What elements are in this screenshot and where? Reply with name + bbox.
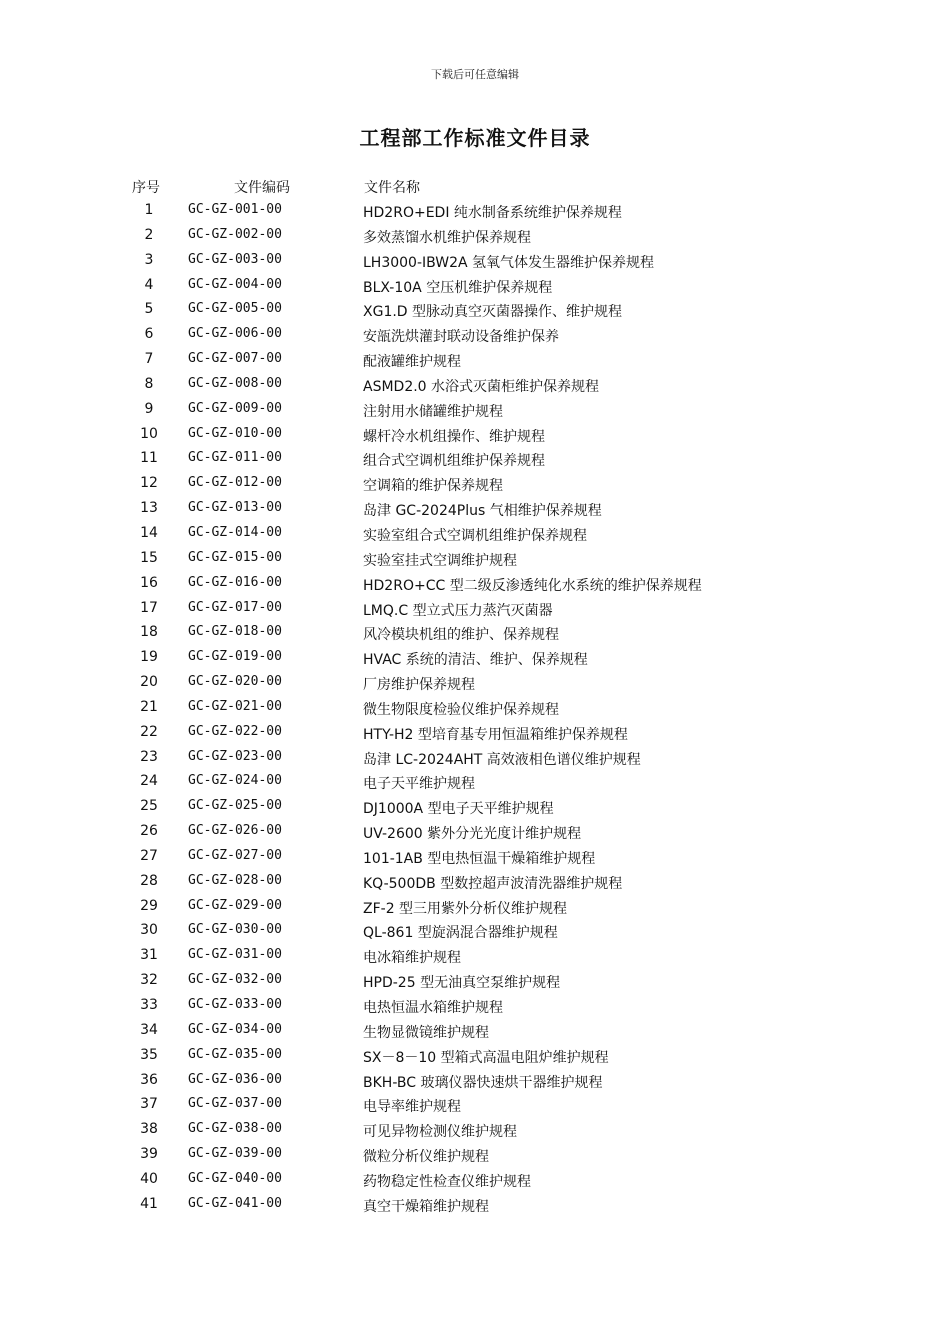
row-seq: 31 <box>140 947 158 964</box>
row-seq: 5 <box>144 301 154 318</box>
row-name: LH3000-IBW2A 氢氧气体发生器维护保养规程 <box>363 254 655 271</box>
row-name: 药物稳定性检查仪维护规程 <box>363 1173 531 1190</box>
row-name: UV-2600 紫外分光光度计维护规程 <box>363 826 582 843</box>
row-name: DJ1000A 型电子天平维护规程 <box>363 801 554 818</box>
row-seq: 32 <box>140 972 158 989</box>
table-row <box>0 720 950 745</box>
row-seq: 20 <box>140 674 158 691</box>
row-name: 电导率维护规程 <box>363 1099 461 1116</box>
row-seq: 26 <box>140 823 158 840</box>
table-row <box>0 1018 950 1043</box>
row-seq: 17 <box>140 599 158 616</box>
table-row <box>0 869 950 894</box>
row-code: GC-GZ-039-00 <box>188 1146 282 1162</box>
row-seq: 25 <box>140 798 158 815</box>
row-name: 真空干燥箱维护规程 <box>363 1198 489 1215</box>
row-code: GC-GZ-030-00 <box>188 922 282 938</box>
table-row <box>0 422 950 447</box>
row-name: 电冰箱维护规程 <box>363 950 461 967</box>
row-code: GC-GZ-035-00 <box>188 1046 282 1062</box>
row-name: BLX-10A 空压机维护保养规程 <box>363 279 553 296</box>
row-name: ASMD2.0 水浴式灭菌柜维护保养规程 <box>363 378 600 395</box>
row-code: GC-GZ-006-00 <box>188 326 282 342</box>
column-header-code: 文件编码 <box>234 180 290 196</box>
row-code: GC-GZ-010-00 <box>188 425 282 441</box>
row-code: GC-GZ-027-00 <box>188 847 282 863</box>
row-seq: 11 <box>140 450 158 467</box>
row-code: GC-GZ-014-00 <box>188 524 282 540</box>
row-seq: 41 <box>140 1195 158 1212</box>
row-seq: 24 <box>140 773 158 790</box>
row-name: 螺杆冷水机组操作、维护规程 <box>363 428 545 445</box>
row-code: GC-GZ-029-00 <box>188 897 282 913</box>
row-name: HPD-25 型无油真空泵维护规程 <box>363 975 561 992</box>
table-row <box>0 918 950 943</box>
row-name: 空调箱的维护保养规程 <box>363 478 503 495</box>
row-name: ZF-2 型三用紫外分析仪维护规程 <box>363 900 568 917</box>
row-seq: 14 <box>140 524 158 541</box>
column-header-seq: 序号 <box>132 180 160 196</box>
row-seq: 18 <box>140 624 158 641</box>
row-code: GC-GZ-008-00 <box>188 375 282 391</box>
row-name: SX－8－10 型箱式高温电阻炉维护规程 <box>363 1049 609 1066</box>
table-row <box>0 844 950 869</box>
row-code: GC-GZ-041-00 <box>188 1195 282 1211</box>
row-seq: 22 <box>140 723 158 740</box>
row-seq: 34 <box>140 1021 158 1038</box>
row-name: 微生物限度检验仪维护保养规程 <box>363 701 559 718</box>
table-row <box>0 1043 950 1068</box>
table-row <box>0 198 950 223</box>
row-name: 生物显微镜维护规程 <box>363 1024 489 1041</box>
row-code: GC-GZ-003-00 <box>188 251 282 267</box>
table-row <box>0 372 950 397</box>
table-row <box>0 546 950 571</box>
table-row <box>0 968 950 993</box>
row-name: LMQ.C 型立式压力蒸汽灭菌器 <box>363 602 553 619</box>
row-seq: 12 <box>140 475 158 492</box>
row-code: GC-GZ-034-00 <box>188 1021 282 1037</box>
row-name: 电热恒温水箱维护规程 <box>363 1000 503 1016</box>
row-seq: 4 <box>144 276 154 293</box>
row-name: HTY-H2 型培育基专用恒温箱维护保养规程 <box>363 726 628 743</box>
table-row <box>0 471 950 496</box>
row-seq: 16 <box>140 574 158 591</box>
row-code: GC-GZ-019-00 <box>188 649 282 665</box>
table-row <box>0 1142 950 1167</box>
row-name: 101-1AB 型电热恒温干燥箱维护规程 <box>363 850 596 867</box>
row-seq: 30 <box>140 922 158 939</box>
row-name: 多效蒸馏水机维护保养规程 <box>363 229 531 246</box>
row-code: GC-GZ-015-00 <box>188 549 282 565</box>
row-seq: 13 <box>140 500 158 517</box>
row-name: 安瓿洗烘灌封联动设备维护保养 <box>363 329 559 346</box>
row-seq: 38 <box>140 1121 158 1138</box>
table-row <box>0 596 950 621</box>
row-name: QL-861 型旋涡混合器维护规程 <box>363 925 558 942</box>
row-code: GC-GZ-020-00 <box>188 674 282 690</box>
row-code: GC-GZ-007-00 <box>188 351 282 367</box>
table-row <box>0 446 950 471</box>
row-seq: 10 <box>140 425 158 442</box>
row-code: GC-GZ-001-00 <box>188 202 282 217</box>
row-name: HD2RO+EDI 纯水制备系统维护保养规程 <box>363 205 622 221</box>
table-row <box>0 819 950 844</box>
row-name: HVAC 系统的清洁、维护、保养规程 <box>363 652 588 669</box>
table-row <box>0 1192 950 1217</box>
row-code: GC-GZ-022-00 <box>188 723 282 739</box>
row-code: GC-GZ-026-00 <box>188 823 282 839</box>
row-code: GC-GZ-018-00 <box>188 624 282 640</box>
row-name: 注射用水储罐维护规程 <box>363 403 503 420</box>
row-seq: 36 <box>140 1071 158 1088</box>
table-row <box>0 571 950 596</box>
row-code: GC-GZ-005-00 <box>188 301 282 317</box>
row-code: GC-GZ-013-00 <box>188 500 282 516</box>
row-code: GC-GZ-011-00 <box>188 450 282 466</box>
row-name: 岛津 LC-2024AHT 高效液相色谱仪维护规程 <box>363 751 641 768</box>
row-code: GC-GZ-024-00 <box>188 773 282 789</box>
table-row <box>0 347 950 372</box>
row-code: GC-GZ-038-00 <box>188 1121 282 1137</box>
column-header-name: 文件名称 <box>364 180 420 196</box>
row-name: 实验室组合式空调机组维护保养规程 <box>363 527 587 544</box>
table-row <box>0 496 950 521</box>
row-seq: 33 <box>140 997 158 1013</box>
table-row <box>0 645 950 670</box>
row-name: 电子天平维护规程 <box>363 776 475 793</box>
row-code: GC-GZ-009-00 <box>188 400 282 416</box>
row-seq: 9 <box>144 400 154 417</box>
row-code: GC-GZ-021-00 <box>188 698 282 714</box>
row-code: GC-GZ-028-00 <box>188 872 282 888</box>
column-headers <box>0 174 950 198</box>
table-row <box>0 248 950 273</box>
row-code: GC-GZ-002-00 <box>188 226 282 242</box>
table-row <box>0 297 950 322</box>
row-name: XG1.D 型脉动真空灭菌器操作、维护规程 <box>363 304 623 321</box>
row-code: GC-GZ-033-00 <box>188 997 282 1012</box>
table-row <box>0 620 950 645</box>
table-row <box>0 943 950 968</box>
row-name: 厂房维护保养规程 <box>363 677 475 694</box>
row-seq: 40 <box>140 1170 158 1187</box>
row-code: GC-GZ-023-00 <box>188 748 282 764</box>
row-seq: 21 <box>140 698 158 715</box>
row-seq: 29 <box>140 897 158 914</box>
table-row <box>0 1092 950 1117</box>
row-name: HD2RO+CC 型二级反渗透纯化水系统的维护保养规程 <box>363 577 702 594</box>
table-row <box>0 993 950 1018</box>
table-row <box>0 1167 950 1192</box>
table-row <box>0 745 950 770</box>
row-seq: 2 <box>144 226 154 243</box>
table-row <box>0 397 950 422</box>
row-seq: 3 <box>144 251 154 268</box>
row-name: 岛津 GC-2024Plus 气相维护保养规程 <box>363 503 602 520</box>
row-name: KQ-500DB 型数控超声波清洗器维护规程 <box>363 875 623 892</box>
row-seq: 1 <box>144 202 154 218</box>
row-seq: 23 <box>140 748 158 765</box>
row-name: BKH-BC 玻璃仪器快速烘干器维护规程 <box>363 1074 603 1091</box>
row-code: GC-GZ-040-00 <box>188 1170 282 1186</box>
table-row <box>0 769 950 794</box>
row-name: 微粒分析仪维护规程 <box>363 1149 489 1166</box>
table-row <box>0 322 950 347</box>
row-name: 组合式空调机组维护保养规程 <box>363 453 545 470</box>
row-seq: 27 <box>140 847 158 864</box>
row-seq: 7 <box>144 351 154 368</box>
row-code: GC-GZ-032-00 <box>188 972 282 988</box>
row-code: GC-GZ-037-00 <box>188 1096 282 1112</box>
table-row <box>0 695 950 720</box>
table-row <box>0 670 950 695</box>
table-row <box>0 223 950 248</box>
table-row <box>0 273 950 298</box>
row-code: GC-GZ-004-00 <box>188 276 282 292</box>
table-row <box>0 521 950 546</box>
row-name: 风冷模块机组的维护、保养规程 <box>363 627 559 644</box>
row-code: GC-GZ-017-00 <box>188 599 282 615</box>
table-row <box>0 794 950 819</box>
row-name: 可见异物检测仪维护规程 <box>363 1124 517 1141</box>
header-note: 下载后可任意编辑 <box>431 68 519 81</box>
row-code: GC-GZ-025-00 <box>188 798 282 814</box>
row-seq: 19 <box>140 649 158 666</box>
row-code: GC-GZ-036-00 <box>188 1071 282 1087</box>
table-row <box>0 1068 950 1093</box>
row-code: GC-GZ-016-00 <box>188 574 282 590</box>
row-code: GC-GZ-031-00 <box>188 947 282 963</box>
row-seq: 6 <box>144 326 154 343</box>
row-seq: 15 <box>140 549 158 566</box>
table-row <box>0 894 950 919</box>
row-name: 配液罐维护规程 <box>363 354 461 371</box>
table-row <box>0 1117 950 1142</box>
row-seq: 35 <box>140 1046 158 1063</box>
row-name: 实验室挂式空调维护规程 <box>363 552 517 569</box>
row-seq: 8 <box>144 375 154 392</box>
row-code: GC-GZ-012-00 <box>188 475 282 491</box>
document-title: 工程部工作标准文件目录 <box>359 126 591 150</box>
row-seq: 37 <box>140 1096 158 1113</box>
file-list <box>0 198 950 1217</box>
row-seq: 28 <box>140 872 158 889</box>
row-seq: 39 <box>140 1146 158 1163</box>
